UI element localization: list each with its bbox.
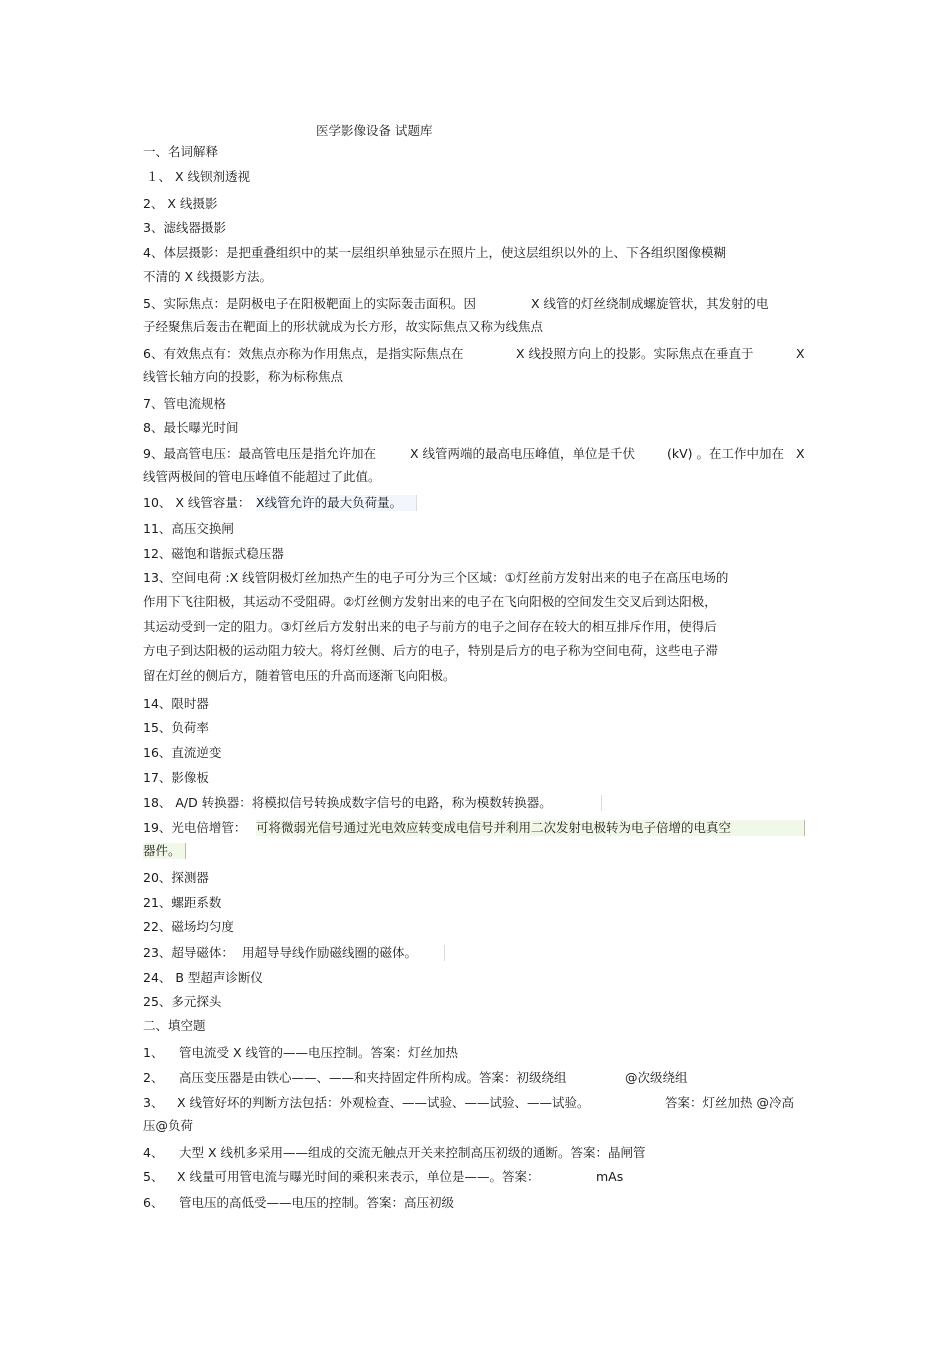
term-line: 线管长轴方向的投影，称为标称焦点 bbox=[143, 369, 344, 384]
question-number: 2、 bbox=[143, 1070, 164, 1085]
term-line: 21、螺距系数 bbox=[143, 895, 222, 910]
term-definition-highlight: 器件。 bbox=[143, 843, 186, 859]
question-text: X 线量可用管电流与曝光时间的乘积来表示，单位是——。答案： bbox=[177, 1169, 540, 1184]
term-line: 其运动受到一定的阻力。③灯丝后方发射出来的电子与前方的电子之间存在较大的相互排斥作用，使得后 bbox=[143, 619, 717, 634]
doc-title: 医学影像设备 试题库 bbox=[316, 123, 433, 138]
question-text: X 线管好坏的判断方法包括：外观检查、——试验、——试验、——试验。 bbox=[177, 1095, 590, 1110]
term-line: 14、限时器 bbox=[143, 696, 209, 711]
term-line: 13、空间电荷 :X 线管阴极灯丝加热产生的电子可分为三个区域：①灯丝前方发射出来的电子在高压电场的 bbox=[143, 570, 729, 585]
term-line: 25、多元探头 bbox=[143, 994, 222, 1009]
term-line: 19、光电倍增管： bbox=[143, 820, 247, 835]
question-number: 6、 bbox=[143, 1195, 164, 1210]
term-line: X bbox=[796, 346, 805, 361]
term-line: 2、 X 线摄影 bbox=[143, 196, 218, 211]
term-line: X 线管的灯丝绕制成螺旋管状，其发射的电 bbox=[531, 296, 769, 311]
term-line: 18、 A/D 转换器：将模拟信号转换成数字信号的电路，称为模数转换器。 bbox=[143, 795, 602, 811]
question-text: 大型 X 线机多采用——组成的交流无触点开关来控制高压初级的通断。答案：晶闸管 bbox=[179, 1145, 646, 1160]
term-line: １、 X 线钡剂透视 bbox=[146, 169, 251, 184]
term-line: 子经聚焦后轰击在靶面上的形状就成为长方形，故实际焦点又称为线焦点 bbox=[143, 319, 544, 334]
term-line: 8、最长曝光时间 bbox=[143, 420, 239, 435]
question-answer: @次级绕组 bbox=[625, 1070, 688, 1085]
question-text: 高压变压器是由铁心——、——和夹持固定件所构成。答案：初级绕组 bbox=[179, 1070, 567, 1085]
question-number: 4、 bbox=[143, 1145, 164, 1160]
question-text: 管电压的高低受——电压的控制。答案：高压初级 bbox=[179, 1195, 455, 1210]
question-number: 5、 bbox=[143, 1169, 164, 1184]
term-line: 4、体层摄影：是把重叠组织中的某一层组织单独显示在照片上，使这层组织以外的上、下各组织图像模糊 bbox=[143, 245, 726, 260]
term-line: 9、最高管电压：最高管电压是指允许加在 bbox=[143, 446, 376, 461]
term-line: X bbox=[796, 446, 805, 461]
term-line: 22、磁场均匀度 bbox=[143, 919, 234, 934]
section-heading-fill: 二、填空题 bbox=[143, 1018, 206, 1033]
term-line: X 线投照方向上的投影。实际焦点在垂直于 bbox=[516, 346, 754, 361]
term-line: 线管两极间的管电压峰值不能超过了此值。 bbox=[143, 469, 381, 484]
term-line: 15、负荷率 bbox=[143, 720, 209, 735]
term-line: 12、磁饱和谐振式稳压器 bbox=[143, 546, 284, 561]
term-line: 17、影像板 bbox=[143, 770, 209, 785]
term-line: 6、有效焦点有：效焦点亦称为作用焦点，是指实际焦点在 bbox=[143, 346, 464, 361]
term-line: 11、高压交换闸 bbox=[143, 521, 234, 536]
term-line: 20、探测器 bbox=[143, 870, 209, 885]
term-line: 方电子到达阳极的运动阻力较大。将灯丝侧、后方的电子，特别是后方的电子称为空间电荷，这些电子滞 bbox=[143, 643, 719, 658]
question-text: 管电流受 X 线管的——电压控制。答案：灯丝加热 bbox=[179, 1045, 459, 1060]
question-number: 3、 bbox=[143, 1095, 164, 1110]
term-line: 10、 X 线管容量： bbox=[143, 495, 251, 510]
term-line: 作用下飞往阳极，其运动不受阻碍。②灯丝侧方发射出来的电子在飞向阳极的空间发生交叉后到达阳极， bbox=[143, 594, 717, 609]
term-definition-highlight: X线管允许的最大负荷量。 bbox=[256, 495, 417, 511]
question-answer: 答案：灯丝加热 @冷高 bbox=[665, 1095, 794, 1110]
term-line: 不清的 X 线摄影方法。 bbox=[143, 269, 273, 284]
term-line: 留在灯丝的侧后方，随着管电压的升高而逐渐飞向阳极。 bbox=[143, 668, 456, 683]
term-line: X 线管两端的最高电压峰值，单位是千伏 bbox=[410, 446, 636, 461]
question-answer: 压@负荷 bbox=[143, 1118, 194, 1133]
term-line: 7、管电流规格 bbox=[143, 396, 226, 411]
term-line: 3、滤线器摄影 bbox=[143, 220, 226, 235]
term-line: 24、 B 型超声诊断仪 bbox=[143, 970, 263, 985]
term-line: (kV) 。在工作中加在 bbox=[667, 446, 785, 461]
term-definition: 用超导导线作励磁线圈的磁体。 bbox=[242, 945, 445, 961]
question-number: 1、 bbox=[143, 1045, 164, 1060]
term-definition-highlight: 可将微弱光信号通过光电效应转变成电信号并利用二次发射电极转为电子倍增的电真空 bbox=[256, 820, 805, 836]
section-heading-terms: 一、名词解释 bbox=[143, 144, 219, 159]
term-line: 16、直流逆变 bbox=[143, 745, 222, 760]
term-line: 5、实际焦点：是阴极电子在阳极靶面上的实际轰击面积。因 bbox=[143, 296, 476, 311]
question-answer: mAs bbox=[596, 1169, 624, 1184]
term-line: 23、超导磁体： bbox=[143, 945, 234, 960]
